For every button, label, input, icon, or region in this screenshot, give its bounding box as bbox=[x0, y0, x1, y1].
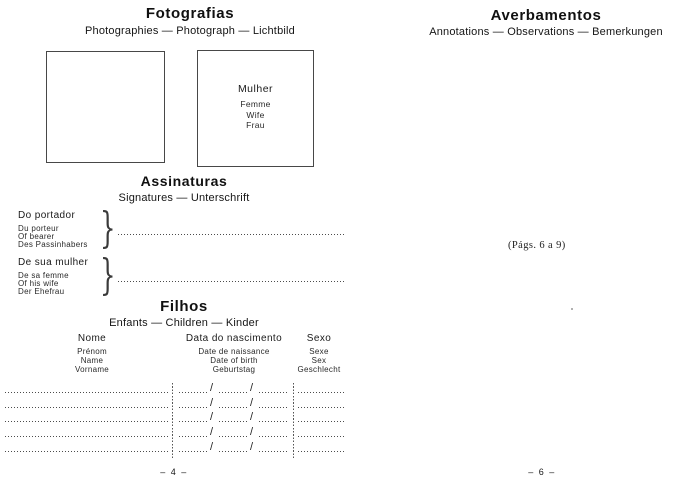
wife-label-en: Of his wife bbox=[18, 279, 59, 288]
child-name-line bbox=[5, 407, 168, 408]
date-separator: / bbox=[210, 441, 214, 453]
date-separator: / bbox=[250, 441, 254, 453]
col-sex-en: Sex bbox=[311, 356, 327, 365]
annotations-title: Averbamentos bbox=[490, 7, 602, 24]
bearer-label-en: Of bearer bbox=[18, 232, 55, 241]
birth-month-line bbox=[219, 451, 247, 452]
wife-label-fr: De sa femme bbox=[18, 271, 69, 280]
table-divider-left bbox=[172, 383, 173, 459]
signatures-title: Assinaturas bbox=[140, 173, 228, 189]
wife-photo-label-fr: Femme bbox=[240, 99, 271, 109]
date-separator: / bbox=[210, 397, 214, 409]
date-separator: / bbox=[210, 426, 214, 438]
annotations-subtitle: Annotations — Observations — Bemerkungen bbox=[429, 26, 663, 38]
birth-day-line bbox=[179, 392, 207, 393]
child-sex-line bbox=[298, 451, 346, 452]
date-separator: / bbox=[210, 382, 214, 394]
photo-box-bearer bbox=[46, 51, 165, 163]
col-name-pt: Nome bbox=[77, 333, 107, 344]
page-number-left: – 4 – bbox=[160, 467, 188, 477]
birth-month-line bbox=[219, 421, 247, 422]
col-date-pt: Data do nascimento bbox=[185, 333, 283, 344]
column-header-name bbox=[42, 333, 142, 374]
wife-label-de: Der Ehefrau bbox=[18, 287, 65, 296]
birth-day-line bbox=[179, 451, 207, 452]
birth-day-line bbox=[179, 436, 207, 437]
col-name-de: Vorname bbox=[74, 365, 110, 374]
bearer-brace: } bbox=[100, 203, 116, 252]
date-separator: / bbox=[250, 382, 254, 394]
date-separator: / bbox=[250, 411, 254, 423]
col-date-en: Date of birth bbox=[210, 356, 258, 365]
child-name-line bbox=[5, 421, 168, 422]
bearer-signature-line bbox=[118, 234, 346, 235]
birth-year-line bbox=[259, 436, 288, 437]
bearer-label-de: Des Passinhabers bbox=[18, 240, 88, 249]
birth-year-line bbox=[259, 407, 288, 408]
child-sex-line bbox=[298, 421, 346, 422]
photo-box-wife bbox=[197, 50, 314, 167]
date-separator: / bbox=[210, 411, 214, 423]
photos-subtitle: Photographies — Photograph — Lichtbild bbox=[84, 25, 295, 37]
wife-photo-label-en: Wife bbox=[246, 109, 265, 120]
child-sex-line bbox=[298, 407, 346, 408]
col-date-fr: Date de naissance bbox=[198, 347, 270, 356]
column-header-birthdate bbox=[164, 333, 304, 374]
wife-label-pt: De sua mulher bbox=[18, 257, 89, 268]
birth-year-line bbox=[259, 421, 288, 422]
child-name-line bbox=[5, 451, 168, 452]
birth-month-line bbox=[219, 407, 247, 408]
child-name-line bbox=[5, 392, 168, 393]
table-divider-right bbox=[293, 383, 294, 459]
birth-month-line bbox=[219, 392, 247, 393]
birth-day-line bbox=[179, 421, 207, 422]
child-name-line bbox=[5, 436, 168, 437]
page-number-right: – 6 – bbox=[528, 467, 556, 477]
wife-photo-label bbox=[198, 51, 313, 131]
col-name-fr: Prénom bbox=[77, 347, 107, 356]
child-sex-line bbox=[298, 392, 346, 393]
bearer-label-pt: Do portador bbox=[18, 210, 76, 221]
children-subtitle: Enfants — Children — Kinder bbox=[109, 317, 259, 329]
birth-year-line bbox=[259, 392, 288, 393]
wife-photo-label-pt: Mulher bbox=[237, 83, 274, 95]
child-sex-line bbox=[298, 436, 346, 437]
signatures-subtitle: Signatures — Unterschrift bbox=[118, 192, 250, 204]
col-sex-pt: Sexo bbox=[306, 333, 332, 344]
scan-speck bbox=[571, 308, 573, 310]
col-sex-de: Geschlecht bbox=[297, 365, 341, 374]
wife-signature-line bbox=[118, 281, 346, 282]
pages-note: (Págs. 6 a 9) bbox=[508, 240, 566, 251]
col-sex-fr: Sexe bbox=[309, 347, 329, 356]
date-separator: / bbox=[250, 426, 254, 438]
col-date-de: Geburtstag bbox=[212, 365, 256, 374]
col-name-en: Name bbox=[80, 356, 104, 365]
birth-year-line bbox=[259, 451, 288, 452]
date-separator: / bbox=[250, 397, 254, 409]
birth-day-line bbox=[179, 407, 207, 408]
birth-month-line bbox=[219, 436, 247, 437]
wife-brace: } bbox=[100, 250, 116, 299]
children-title: Filhos bbox=[160, 298, 208, 315]
photos-title: Fotografias bbox=[145, 5, 235, 22]
wife-photo-label-de: Frau bbox=[246, 120, 265, 130]
bearer-label-fr: Du porteur bbox=[18, 224, 59, 233]
column-header-sex bbox=[286, 333, 352, 374]
